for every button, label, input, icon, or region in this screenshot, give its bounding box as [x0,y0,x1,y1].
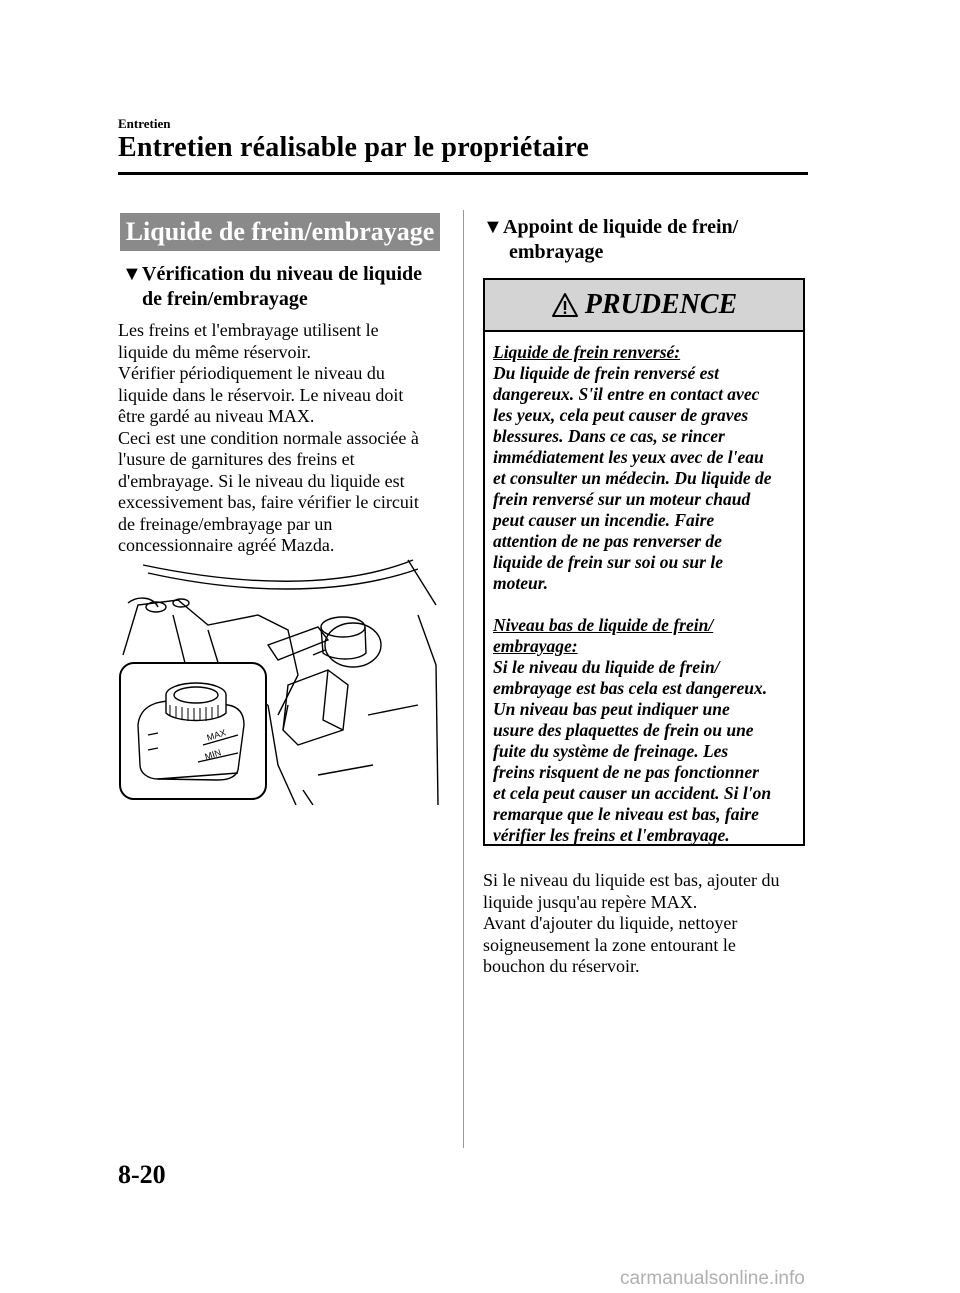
add-fluid-paragraph [483,870,813,978]
text-line: frein renversé sur un moteur chaud [493,489,751,509]
caution-heading: Niveau bas de liquide de frein/ [493,615,714,635]
triangle-bullet-icon: ▼ [122,263,142,285]
caution-title: PRUDENCE [584,289,738,320]
text-line: Un niveau bas peut indiquer une [493,699,730,719]
text-line: soigneusement la zone entourant le [483,934,736,955]
text-line: Avant d'ajouter du liquide, nettoyer [483,913,738,933]
text-line: liquide de frein sur soi ou sur le [493,552,723,572]
text-line: Du liquide de frein renversé est [493,363,720,383]
text-line: les yeux, cela peut causer de graves [493,405,749,425]
text-line: Ceci est une condition normale associée à [118,427,419,448]
page-number: 8-20 [118,1160,166,1189]
column-divider [463,210,464,1148]
text-line: liquide dans le réservoir. Le niveau doit [118,384,404,405]
text-line: vérifier les freins et l'embrayage. [493,825,730,845]
max-mark-label: MAX [205,727,228,743]
brake-fluid-reservoir-illustration [118,555,448,805]
text-line: d'embrayage. Si le niveau du liquide est [118,470,405,491]
text-line: Si le niveau du liquide de frein/ [493,657,720,677]
text-line: blessures. Dans ce cas, se rincer [493,426,725,446]
subheading-add-fluid [483,215,803,265]
spacer [493,594,799,615]
text-line: liquide jusqu'au repère MAX. [483,891,698,912]
subheading-line: Appoint de liquide de frein/ [503,216,739,238]
text-line: freins risquent de ne pas fonctionner [493,762,759,782]
text-line: l'usure de garnitures des freins et [118,449,355,469]
text-line: immédiatement les yeux avec de l'eau [493,447,764,467]
text-line: Les freins et l'embrayage utilisent le [118,320,379,340]
check-level-paragraph [118,320,448,557]
watermark: carmanualsonline.info [620,1268,805,1289]
caution-box [483,278,805,846]
text-line: et cela peut causer un accident. Si l'on [493,783,772,803]
subheading-check-level [122,262,442,312]
text-line: de freinage/embrayage par un [118,513,333,534]
header-rule [118,172,808,175]
subheading-line: de frein/embrayage [142,288,308,310]
text-line: moteur. [493,573,548,593]
text-line: dangereux. S'il entre en contact avec [493,384,760,404]
section-label: Entretien [118,116,171,131]
text-line: être gardé au niveau MAX. [118,406,315,426]
text-line: et consulter un médecin. Du liquide de [493,468,772,488]
text-line: excessivement bas, faire vérifier le circuit [118,492,419,512]
caution-header [485,280,803,332]
text-line: concessionnaire agréé Mazda. [118,535,335,555]
subheading-line: embrayage [509,241,604,263]
text-line: liquide du même réservoir. [118,341,311,362]
caution-body [493,342,799,846]
section-banner: Liquide de frein/embrayage [120,213,440,251]
text-line: peut causer un incendie. Faire [493,510,715,530]
min-mark-label: MIN [203,747,223,762]
caution-heading: Liquide de frein renversé: [493,342,681,362]
text-line: Vérifier périodiquement le niveau du [118,363,385,383]
text-line: Si le niveau du liquide est bas, ajouter du [483,870,780,890]
subheading-line: Vérification du niveau de liquide [142,263,423,285]
text-line: remarque que le niveau est bas, faire [493,804,759,824]
page-title: Entretien réalisable par le propriétaire [118,132,589,163]
caution-heading: embrayage: [493,636,578,656]
text-line: usure des plaquettes de frein ou une [493,720,754,740]
text-line: fuite du système de freinage. Les [493,741,729,761]
triangle-bullet-icon: ▼ [483,216,503,238]
text-line: bouchon du réservoir. [483,956,640,976]
warning-triangle-icon [551,292,579,318]
text-line: attention de ne pas renverser de [493,531,722,551]
text-line: embrayage est bas cela est dangereux. [493,678,768,698]
